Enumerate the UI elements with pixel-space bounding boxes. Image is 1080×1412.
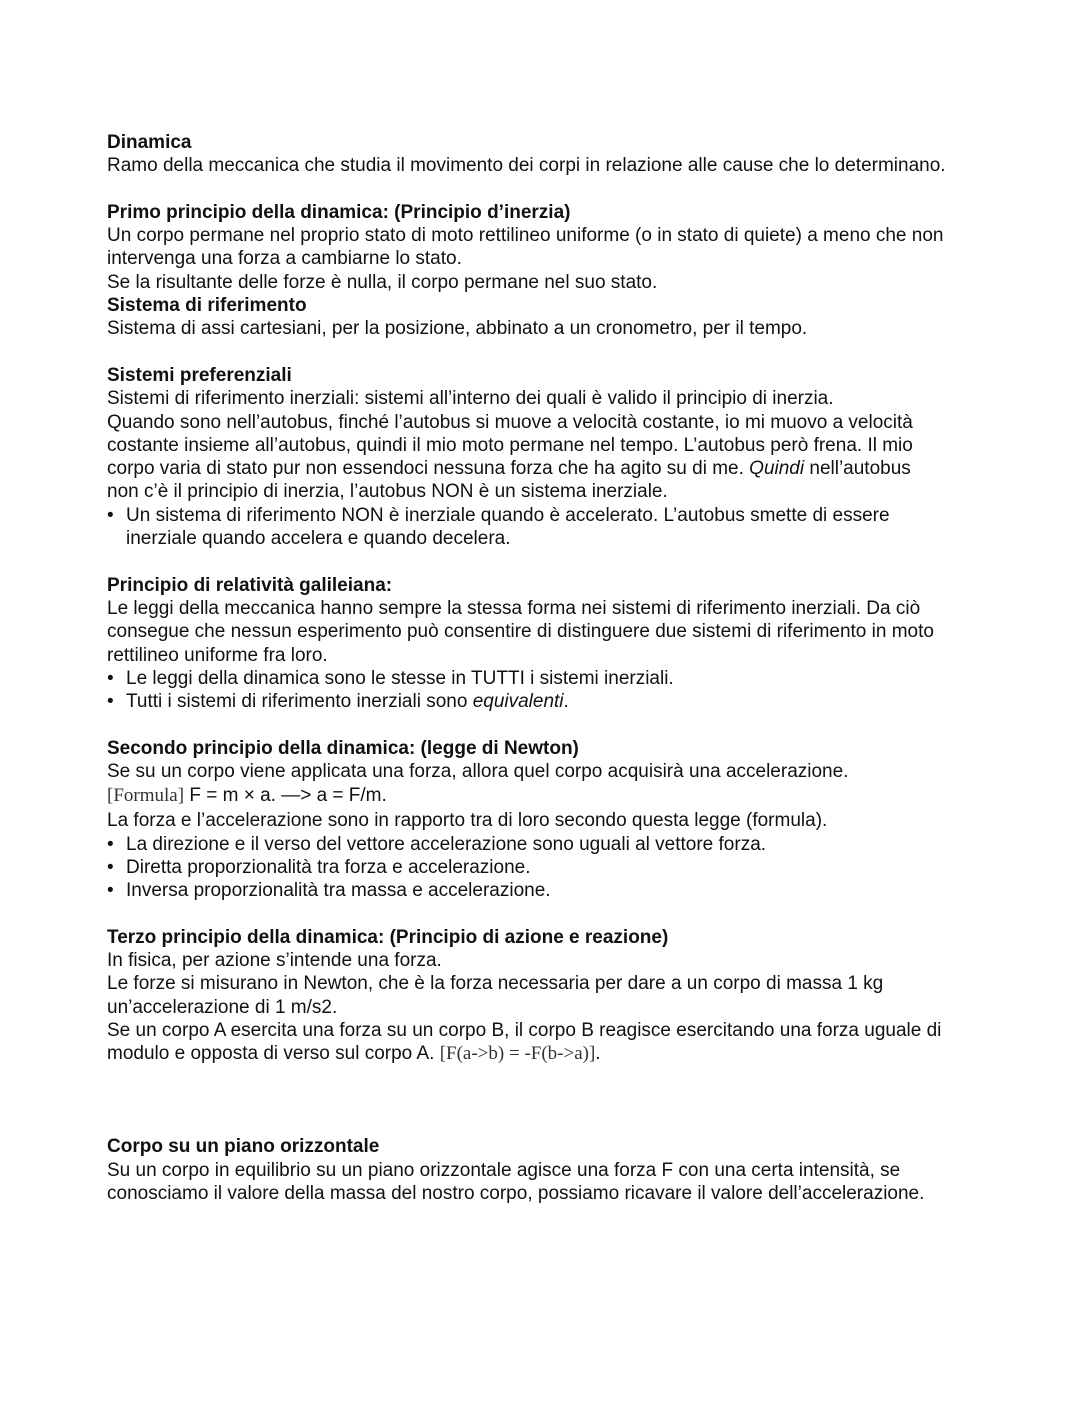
- bullet-icon: •: [107, 833, 114, 855]
- line-text: costante insieme all’autobus, quindi il mio moto permane nel tempo. L’autobus però frena. Il mio: [107, 434, 913, 456]
- bullet-icon: •: [107, 691, 114, 713]
- paragraph-line: [107, 457, 987, 480]
- document-body: [107, 131, 987, 1205]
- bullet-icon: •: [107, 667, 114, 689]
- bullet-item: [107, 690, 987, 713]
- bullet-item: [107, 856, 987, 879]
- line-text: Sistemi di riferimento inerziali: sistemi all’interno dei quali è valido il principio di inerzia.: [107, 388, 834, 410]
- paragraph-line: [107, 783, 987, 809]
- section: [107, 201, 987, 294]
- section-heading: Principio di relatività galileiana:: [107, 574, 393, 596]
- paragraph-line: [107, 387, 987, 410]
- text-segment: .: [563, 691, 569, 713]
- section: [107, 131, 987, 201]
- blank-line: [107, 178, 987, 201]
- blank-line: [107, 1066, 987, 1089]
- section: [107, 294, 987, 364]
- text-segment: nell’autobus: [804, 458, 911, 480]
- paragraph-line: [107, 154, 987, 177]
- paragraph-line: [107, 317, 987, 340]
- formula-text: [F(a->b) = -F(b->a)]: [439, 1043, 596, 1065]
- paragraph-line: [107, 434, 987, 457]
- bullet-icon: •: [107, 504, 114, 526]
- formula-text: [Formula]: [107, 785, 185, 807]
- line-text: intervenga una forza a cambiarne lo stato.: [107, 248, 462, 270]
- blank-line: [107, 341, 987, 364]
- line-text: consegue che nessun esperimento può consentire di distinguere due sistemi di riferimento in moto: [107, 621, 934, 643]
- text-segment: modulo e opposta di verso sul corpo A.: [107, 1043, 440, 1065]
- line-text: conosciamo il valore della massa del nostro corpo, possiamo ricavare il valore dell’accelerazione.: [107, 1183, 925, 1205]
- line-text: In fisica, per azione s’intende una forza.: [107, 950, 442, 972]
- line-text: Quando sono nell’autobus, finché l’autobus si muove a velocità costante, io mi muovo a velocità: [107, 411, 913, 433]
- line-text: inerziale quando accelera e quando decelera.: [126, 528, 511, 550]
- section-heading: Terzo principio della dinamica: (Principio di azione e reazione): [107, 926, 669, 948]
- paragraph-line: [107, 1182, 987, 1205]
- line-text: un’accelerazione di 1 m/s2.: [107, 996, 338, 1018]
- paragraph-line: [107, 760, 987, 783]
- section-heading: Corpo su un piano orizzontale: [107, 1136, 380, 1158]
- section: [107, 926, 987, 1136]
- bullet-icon: •: [107, 856, 114, 878]
- section: [107, 364, 987, 574]
- line-text: Ramo della meccanica che studia il movimento dei corpi in relazione alle cause che lo determinano.: [107, 155, 946, 177]
- paragraph-line: [107, 1159, 987, 1182]
- paragraph-line: [107, 1019, 987, 1042]
- section: [107, 574, 987, 737]
- italic-text: Quindi: [749, 458, 805, 480]
- paragraph-line: [107, 527, 987, 550]
- paragraph-line: [107, 597, 987, 620]
- line-text: La direzione e il verso del vettore accelerazione sono uguali al vettore forza.: [126, 833, 767, 855]
- text-segment: .: [595, 1043, 601, 1065]
- line-text: Un sistema di riferimento NON è inerziale quando è accelerato. L’autobus smette di essere: [126, 504, 890, 526]
- italic-text: equivalenti: [472, 691, 564, 713]
- line-text: Se la risultante delle forze è nulla, il corpo permane nel suo stato.: [107, 271, 658, 293]
- paragraph-line: [107, 224, 987, 247]
- line-text: Su un corpo in equilibrio su un piano orizzontale agisce una forza F con una certa intensità, se: [107, 1159, 901, 1181]
- bullet-icon: •: [107, 880, 114, 902]
- text-segment: F = m × a. —> a = F/m.: [184, 785, 387, 807]
- line-text: Se su un corpo viene applicata una forza, allora quel corpo acquisirà una accelerazione.: [107, 761, 849, 783]
- section-heading: Dinamica: [107, 132, 192, 153]
- line-text: Diretta proporzionalità tra forza e accelerazione.: [126, 856, 531, 878]
- line-text: Le forze si misurano in Newton, che è la forza necessaria per dare a un corpo di massa 1 kg: [107, 973, 884, 995]
- section: [107, 737, 987, 926]
- blank-line: [107, 1112, 987, 1135]
- line-text: rettilineo uniforme fra loro.: [107, 644, 328, 666]
- paragraph-line: [107, 247, 987, 270]
- line-text: non c’è il principio di inerzia, l’autobus NON è un sistema inerziale.: [107, 481, 668, 503]
- line-text: La forza e l’accelerazione sono in rapporto tra di loro secondo questa legge (formula).: [107, 810, 828, 832]
- line-text: Un corpo permane nel proprio stato di moto rettilineo uniforme (o in stato di quiete) a meno che non: [107, 225, 944, 247]
- line-text: Le leggi della meccanica hanno sempre la stessa forma nei sistemi di riferimento inerziali. Da ciò: [107, 597, 921, 619]
- bullet-item: [107, 879, 987, 902]
- paragraph-line: [107, 620, 987, 643]
- paragraph-line: [107, 949, 987, 972]
- line-text: Le leggi della dinamica sono le stesse in TUTTI i sistemi inerziali.: [126, 667, 674, 689]
- section-heading: Sistema di riferimento: [107, 295, 307, 317]
- paragraph-line: [107, 996, 987, 1019]
- paragraph-line: [107, 480, 987, 503]
- paragraph-line: [107, 644, 987, 667]
- blank-line: [107, 1089, 987, 1112]
- section-heading: Secondo principio della dinamica: (legge di Newton): [107, 737, 579, 759]
- blank-line: [107, 550, 987, 573]
- paragraph-line: [107, 411, 987, 434]
- section: [107, 1135, 987, 1205]
- bullet-item: [107, 504, 987, 527]
- line-text: Sistema di assi cartesiani, per la posizione, abbinato a un cronometro, per il tempo.: [107, 318, 808, 340]
- line-text: Se un corpo A esercita una forza su un corpo B, il corpo B reagisce esercitando una forza uguale di: [107, 1019, 942, 1041]
- line-text: Inversa proporzionalità tra massa e accelerazione.: [126, 880, 551, 902]
- section-heading: Sistemi preferenziali: [107, 364, 292, 386]
- paragraph-line: [107, 809, 987, 832]
- blank-line: [107, 713, 987, 736]
- paragraph-line: [107, 1042, 987, 1065]
- paragraph-line: [107, 972, 987, 995]
- text-segment: corpo varia di stato pur non essendoci nessuna forza che ha agito su di me.: [107, 458, 750, 480]
- section-heading: Primo principio della dinamica: (Principio d’inerzia): [107, 201, 571, 223]
- text-segment: Tutti i sistemi di riferimento inerziali sono: [126, 691, 473, 713]
- blank-line: [107, 903, 987, 926]
- bullet-item: [107, 667, 987, 690]
- paragraph-line: [107, 271, 987, 294]
- bullet-item: [107, 833, 987, 856]
